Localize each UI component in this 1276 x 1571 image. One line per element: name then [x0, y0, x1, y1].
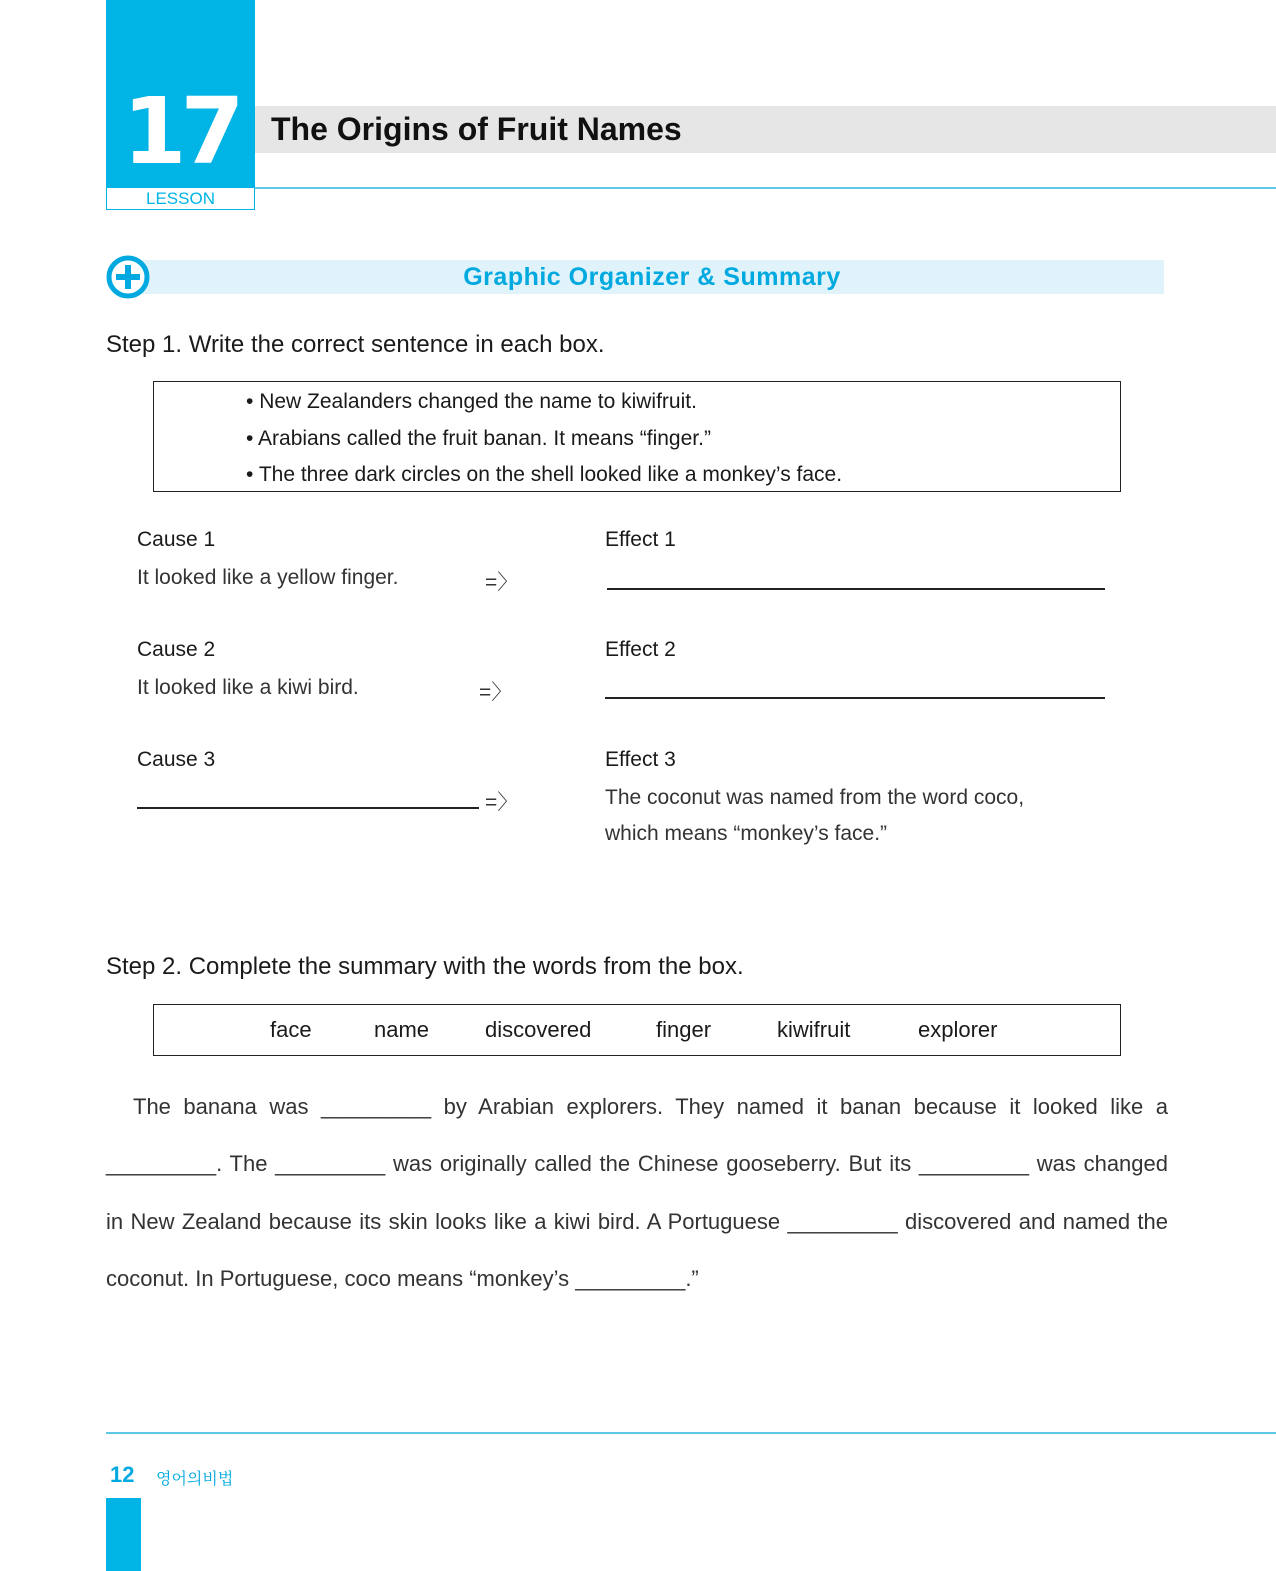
step2-title: Step 2. Complete the summary with the words from the box.	[106, 953, 744, 980]
summary-blank[interactable]: _________	[575, 1265, 686, 1291]
page-title: The Origins of Fruit Names	[271, 111, 682, 147]
sentence-option: • The three dark circles on the shell looked like a monkey’s face.	[246, 457, 842, 494]
summary-blank[interactable]: _________	[106, 1151, 217, 1177]
summary-text: . The	[216, 1151, 276, 1177]
summary-blank[interactable]: _________	[321, 1094, 432, 1119]
cause-3-label: Cause 3	[137, 748, 216, 771]
effect-3-label: Effect 3	[605, 748, 676, 771]
summary-text: The banana was	[133, 1094, 321, 1119]
footer-divider	[106, 1432, 1276, 1434]
sentence-option: • New Zealanders changed the name to kiwifruit.	[246, 384, 842, 421]
summary-text: was originally called the Chinese gooseberry. But its	[385, 1151, 919, 1177]
arrow-2: =〉	[479, 681, 513, 704]
book-title: 영어의비법	[156, 1469, 234, 1488]
cause-1-label: Cause 1	[137, 528, 216, 551]
effect-3-text-line2: which means “monkey’s face.”	[605, 822, 888, 845]
arrow-3: =〉	[485, 791, 519, 814]
step1-title: Step 1. Write the correct sentence in each box.	[106, 331, 605, 358]
sentence-options	[246, 384, 842, 494]
summary-blank[interactable]: _________	[918, 1151, 1030, 1177]
cause-1-text: It looked like a yellow finger.	[137, 566, 399, 589]
cause-3-answer-line[interactable]	[137, 807, 479, 809]
summary-blank[interactable]: _________	[275, 1151, 386, 1177]
word-option: face	[270, 1017, 312, 1042]
summary-text: by Arabian explorers. They named it banan because it looked like a	[431, 1094, 1168, 1119]
summary-paragraph	[106, 1078, 1168, 1307]
header-divider	[255, 187, 1276, 189]
word-option: explorer	[918, 1017, 998, 1042]
page-number: 12	[110, 1462, 135, 1487]
word-option: kiwifruit	[777, 1017, 851, 1042]
cause-2-label: Cause 2	[137, 638, 216, 661]
word-option: discovered	[485, 1017, 592, 1042]
effect-1-answer-line[interactable]	[607, 588, 1105, 590]
summary-text: .”	[685, 1265, 699, 1291]
summary-text: discovered and named the coconut. In Portuguese, coco means “monkey’s	[106, 1208, 1169, 1291]
footer-tab	[106, 1498, 141, 1571]
effect-3-text-line1: The coconut was named from the word coco,	[605, 786, 1025, 809]
effect-2-answer-line[interactable]	[605, 697, 1105, 699]
effect-2-label: Effect 2	[605, 638, 676, 661]
word-option: name	[374, 1017, 430, 1042]
lesson-label: LESSON	[106, 188, 255, 210]
sentence-option: • Arabians called the fruit banan. It means “finger.”	[246, 421, 842, 458]
summary-text: was changed in New Zealand because its skin looks like a kiwi bird. A Portuguese	[106, 1151, 1168, 1234]
summary-blank[interactable]: _________	[787, 1208, 898, 1234]
effect-1-label: Effect 1	[605, 528, 676, 551]
section-title: Graphic Organizer & Summary	[463, 263, 841, 291]
word-option: finger	[656, 1017, 712, 1042]
lesson-number: 17	[122, 78, 239, 185]
arrow-1: =〉	[485, 571, 519, 594]
cause-2-text: It looked like a kiwi bird.	[137, 676, 359, 699]
